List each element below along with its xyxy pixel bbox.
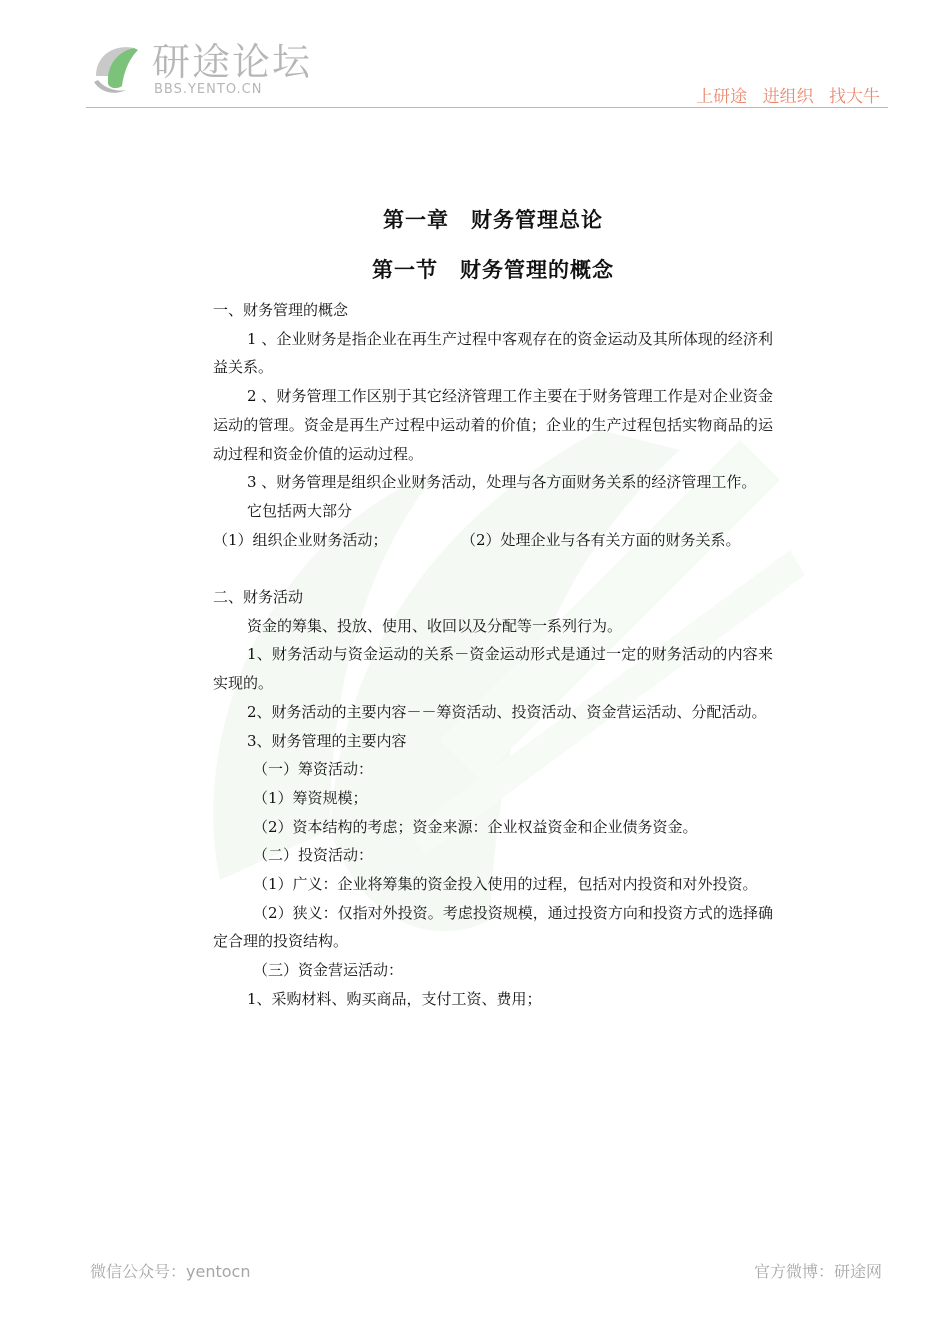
paragraph: （2）资本结构的考虑；资金来源：企业权益资金和企业债务资金。 [253, 817, 698, 836]
paragraph: 2 、财务管理工作区别于其它经济管理工作主要在于财务管理工作是对企业资金运动的管理。资金是再生产过程中运动着的价值；企业的生产过程包括实物商品的运动过程和资金价值的运动过程。 [213, 387, 773, 463]
paragraph: 1 、企业财务是指企业在再生产过程中客观存在的资金运动及其所体现的经济利益关系。 [213, 329, 773, 377]
logo-mark-icon [86, 36, 150, 100]
page-header [0, 0, 950, 110]
paragraph: 3、财务管理的主要内容 [247, 731, 407, 750]
paragraph: 它包括两大部分 [247, 501, 353, 520]
paragraph: （1）广义：企业将筹集的资金投入使用的过程，包括对内投资和对外投资。 [253, 875, 758, 894]
paragraph: （二）投资活动： [253, 846, 374, 865]
header-slogan [686, 82, 880, 107]
document-body [213, 200, 773, 1014]
paragraph: 1、采购材料、购买商品，支付工资、费用； [247, 989, 542, 1008]
section-heading: 一、财务管理的概念 [213, 301, 349, 319]
paragraph: （2）狭义：仅指对外投资。考虑投资规模，通过投资方向和投资方式的选择确定合理的投资结构。 [213, 903, 773, 951]
site-logo [86, 36, 336, 106]
footer-wechat: 微信公众号：yentocn [90, 1262, 251, 1281]
paragraph: （三）资金营运活动： [253, 961, 404, 980]
paragraph: （1）筹资规模； [253, 788, 368, 807]
two-part-list [213, 526, 773, 555]
logo-subtitle: BBS.YENTO.CN [154, 82, 263, 97]
header-divider [86, 107, 888, 108]
paragraph: 2、财务活动的主要内容－－筹资活动、投资活动、资金营运活动、分配活动。 [247, 702, 767, 721]
logo-title: 研途论坛 [152, 40, 313, 84]
section-title: 第一节 财务管理的概念 [372, 257, 614, 282]
section-heading: 二、财务活动 [213, 588, 304, 607]
slogan-item: 找大牛 [829, 87, 880, 107]
slogan-item: 上研途 [696, 87, 748, 107]
paragraph: 1、财务活动与资金运动的关系－资金运动形式是通过一定的财务活动的内容来实现的。 [213, 645, 773, 693]
list-item: （2）处理企业与各有关方面的财务关系。 [461, 530, 741, 549]
paragraph: 资金的筹集、投放、使用、收回以及分配等一系列行为。 [247, 616, 623, 635]
footer-weibo: 官方微博：研途网 [753, 1262, 882, 1281]
chapter-title: 第一章 财务管理总论 [383, 207, 603, 232]
paragraph: （一）筹资活动： [253, 760, 374, 779]
list-item: （1）组织企业财务活动； [213, 530, 388, 549]
paragraph: 3 、财务管理是组织企业财务活动，处理与各方面财务关系的经济管理工作。 [247, 473, 757, 492]
slogan-item: 进组织 [762, 87, 814, 107]
